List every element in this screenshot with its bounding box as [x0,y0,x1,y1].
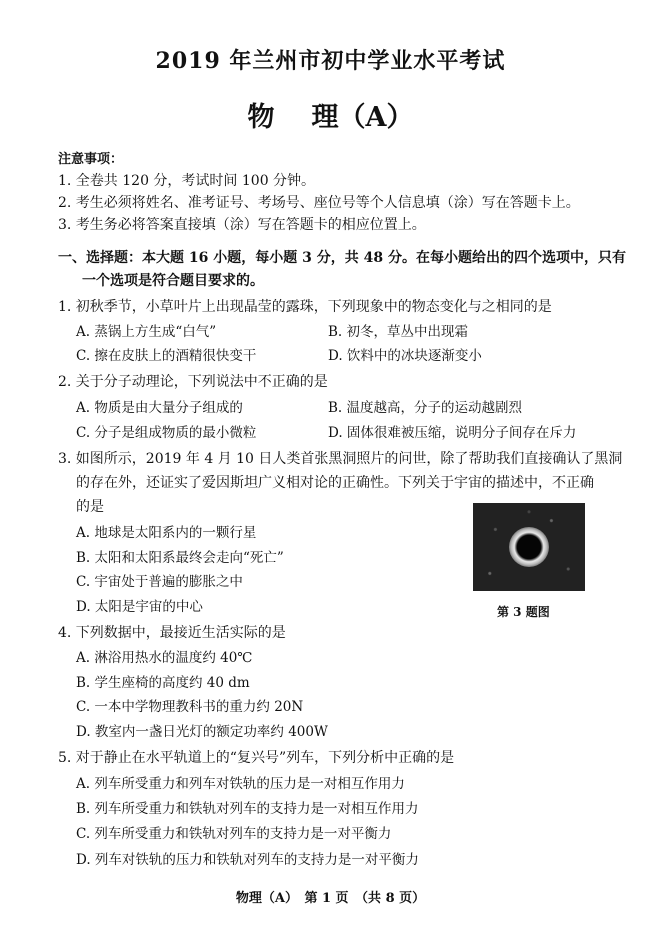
q5-option-c: C. 列车所受重力和铁轨对列车的支持力是一对平衡力 [76,826,392,842]
page-footer: 物理（A） 第 1 页 （共 8 页） [235,891,426,906]
notice-item: 2. 考生必须将姓名、准考证号、考场号、座位号等个人信息填（涂）写在答题卡上。 [58,195,580,211]
q2-option-b: B. 温度越高，分子的运动越剧烈 [328,400,523,416]
subject-title [0,95,661,134]
q3-option-a: A. 地球是太阳系内的一颗行星 [76,525,257,541]
notice-item: 3. 考生务必将答案直接填（涂）写在答题卡的相应位置上。 [58,217,426,233]
q2-option-c: C. 分子是组成物质的最小微粒 [76,425,257,441]
notice-heading: 注意事项： [58,152,124,167]
question-2-stem: 2. 关于分子动理论，下列说法中不正确的是 [58,374,328,390]
q5-option-b: B. 列车所受重力和铁轨对列车的支持力是一对相互作用力 [76,801,419,817]
section-heading: 一、选择题：本大题 16 小题，每小题 3 分，共 48 分。在每小题给出的四个选项中，只有 [58,250,626,266]
q2-option-a: A. 物质是由大量分子组成的 [76,400,243,416]
question-3-stem: 3. 如图所示，2019 年 4 月 10 日人类首张黑洞照片的问世，除了帮助我们直接确认了黑洞 [58,451,623,467]
question-5-stem: 5. 对于静止在水平轨道上的“复兴号”列车，下列分析中正确的是 [58,750,455,766]
q1-option-b: B. 初冬，草丛中出现霜 [328,324,469,340]
q5-option-d: D. 列车对铁轨的压力和铁轨对列车的支持力是一对平衡力 [76,852,419,868]
q1-option-c: C. 擦在皮肤上的酒精很快变干 [76,348,257,364]
subject-part-1: 物 [247,102,275,133]
q3-option-d: D. 太阳是宇宙的中心 [76,599,203,615]
question-3-stem-cont: 的是 [76,499,104,515]
q3-option-c: C. 宇宙处于普遍的膨胀之中 [76,574,243,590]
section-heading-cont: 一个选项是符合题目要求的。 [82,273,264,289]
q4-option-b: B. 学生座椅的高度约 40 dm [76,675,250,691]
q2-option-d: D. 固体很难被压缩，说明分子间存在斥力 [328,425,577,441]
question-1-stem: 1. 初秋季节，小草叶片上出现晶莹的露珠，下列现象中的物态变化与之相同的是 [58,299,552,315]
q1-option-a: A. 蒸锅上方生成“白气” [76,324,217,340]
q5-option-a: A. 列车所受重力和列车对铁轨的压力是一对相互作用力 [76,776,405,792]
q4-option-d: D. 教室内一盏日光灯的额定功率约 400W [76,724,328,740]
q4-option-a: A. 淋浴用热水的温度约 40℃ [76,650,253,666]
q4-option-c: C. 一本中学物理教科书的重力约 20N [76,699,304,715]
subject-part-2: 理（A） [311,102,414,133]
figure-caption: 第 3 题图 [497,605,550,619]
q3-option-b: B. 太阳和太阳系最终会走向“死亡” [76,550,284,566]
exam-title: 2019 年兰州市初中学业水平考试 [155,48,506,74]
q1-option-d: D. 饮料中的冰块逐渐变小 [328,348,482,364]
black-hole-photo [473,503,585,591]
question-3-stem-cont: 的存在外，还证实了爱因斯坦广义相对论的正确性。下列关于宇宙的描述中，不正确 [76,475,594,491]
notice-item: 1. 全卷共 120 分，考试时间 100 分钟。 [58,173,316,189]
black-hole-ring [509,527,549,567]
question-4-stem: 4. 下列数据中，最接近生活实际的是 [58,625,286,641]
